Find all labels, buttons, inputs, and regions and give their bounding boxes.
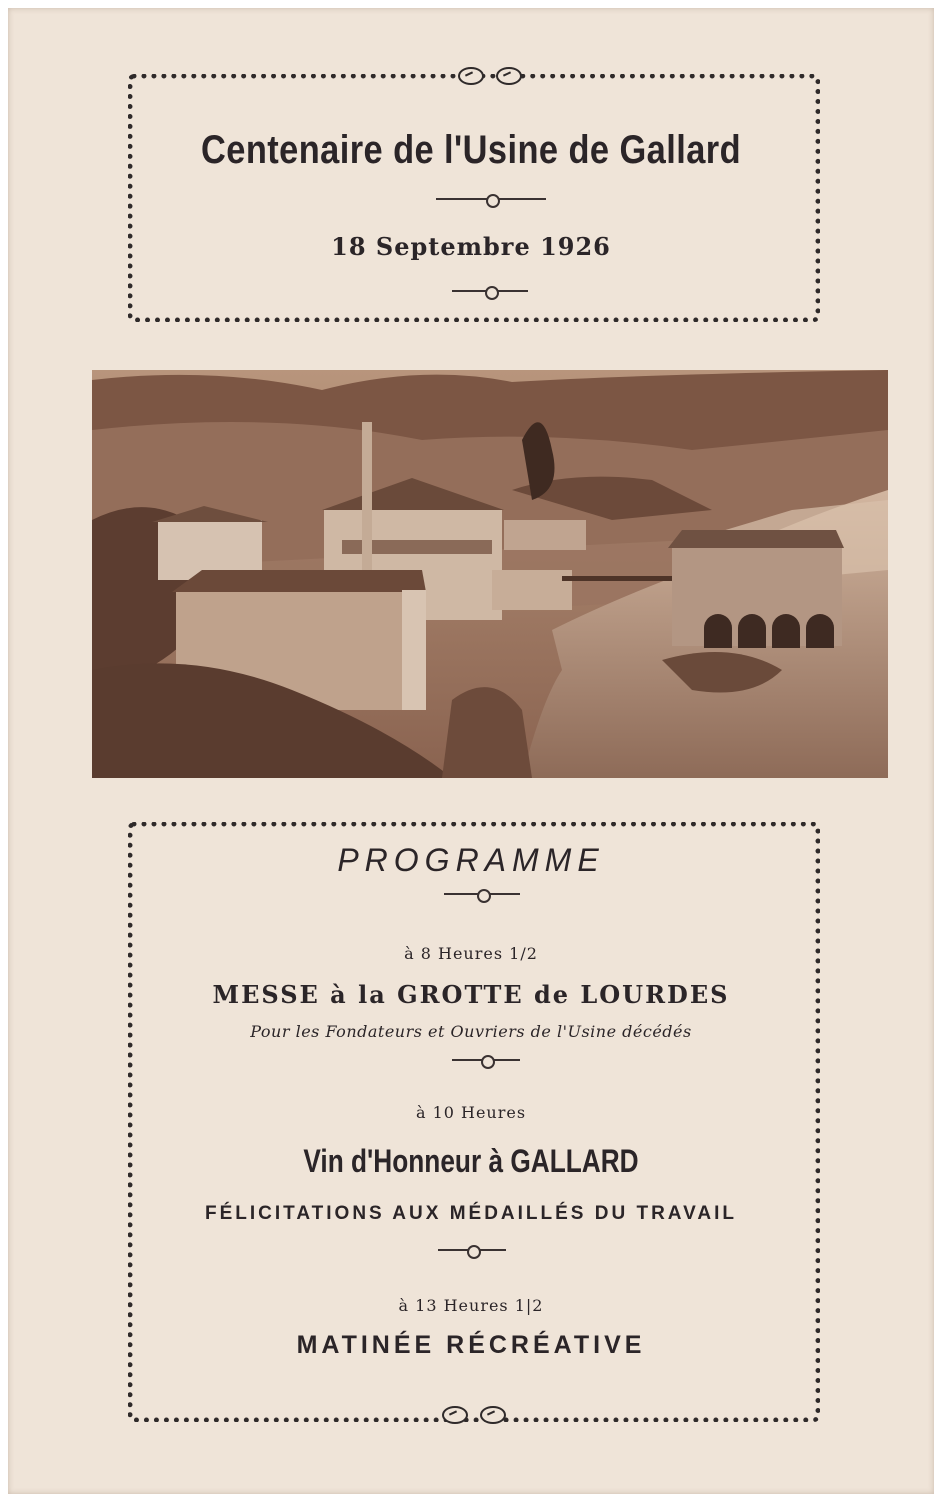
event-title: Vin d'Honneur à GALLARD [303, 1143, 639, 1179]
event-subtitle: Pour les Fondateurs et Ouvriers de l'Usine décédés [250, 1022, 692, 1041]
divider-ornament [444, 893, 520, 895]
ornament-icon [480, 1406, 506, 1424]
divider-ornament [436, 198, 546, 200]
ornament-icon [496, 67, 522, 85]
event-title: MATINÉE RÉCRÉATIVE [296, 1331, 646, 1359]
ornament-icon [442, 1406, 468, 1424]
event-time: à 8 Heures 1/2 [404, 944, 538, 963]
event-time: à 10 Heures [415, 1103, 527, 1122]
divider-ornament [452, 290, 528, 292]
event-title: MESSE à la GROTTE de LOURDES [212, 980, 730, 1009]
programme-heading: PROGRAMME [337, 842, 605, 878]
event-time: à 13 Heures 1|2 [398, 1296, 544, 1315]
event-date: 18 Septembre 1926 [331, 232, 611, 261]
divider-ornament [438, 1249, 506, 1251]
factory-photograph [92, 370, 888, 778]
divider-ornament [452, 1059, 520, 1061]
event-subtitle: FÉLICITATIONS AUX MÉDAILLÉS DU TRAVAIL [205, 1203, 737, 1224]
page-title: Centenaire de l'Usine de Gallard [200, 128, 742, 172]
ornament-icon [458, 67, 484, 85]
